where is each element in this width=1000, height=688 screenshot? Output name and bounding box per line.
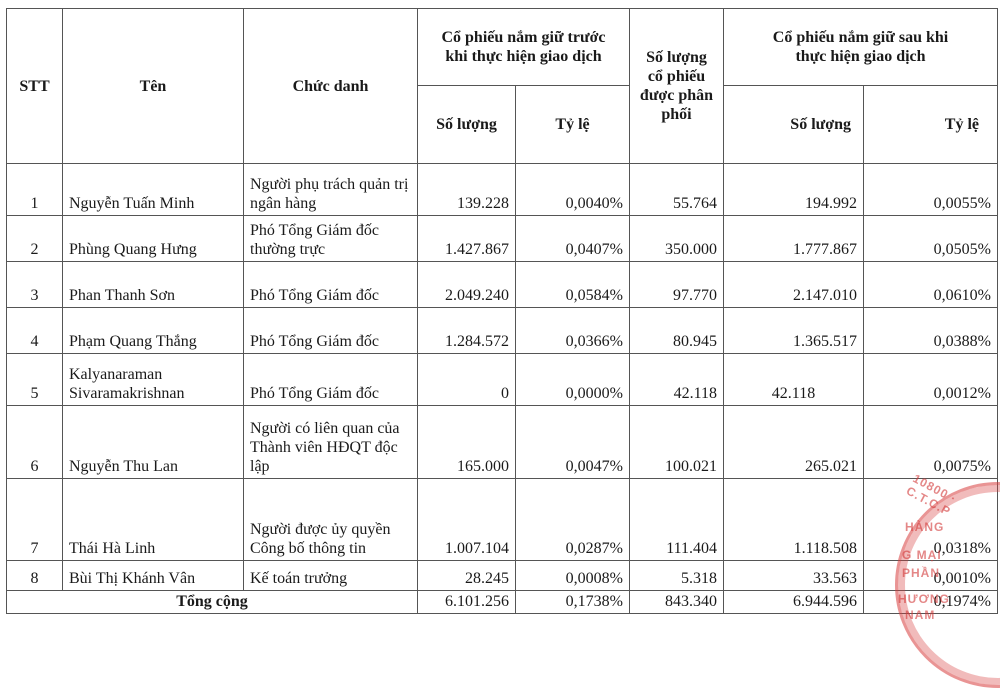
cell-stt: 5	[7, 354, 63, 406]
cell-distributed: 111.404	[630, 479, 724, 561]
cell-after-quantity: 1.777.867	[724, 216, 864, 262]
cell-after-ratio: 0,0010%	[864, 561, 998, 591]
cell-before-quantity: 1.007.104	[418, 479, 516, 561]
cell-after-ratio: 0,0610%	[864, 262, 998, 308]
cell-before-quantity: 1.284.572	[418, 308, 516, 354]
header-after-ratio: Tỷ lệ	[864, 86, 998, 164]
cell-title: Người được ủy quyền Công bố thông tin	[244, 479, 418, 561]
cell-after-ratio: 0,0388%	[864, 308, 998, 354]
cell-before-ratio: 0,0008%	[516, 561, 630, 591]
cell-after-ratio: 0,0012%	[864, 354, 998, 406]
cell-name: Phùng Quang Hưng	[63, 216, 244, 262]
stamp-text-line: HƯƠNG	[898, 592, 950, 606]
stamp-text-line: NAM	[905, 608, 936, 622]
cell-distributed: 97.770	[630, 262, 724, 308]
header-after-group: Cổ phiếu nắm giữ sau khi thực hiện giao dịch	[724, 9, 998, 86]
table-row	[7, 354, 998, 406]
cell-distributed: 100.021	[630, 406, 724, 479]
table-row	[7, 561, 998, 591]
cell-after-ratio: 0,0505%	[864, 216, 998, 262]
table-row	[7, 406, 998, 479]
cell-before-quantity: 139.228	[418, 164, 516, 216]
cell-distributed: 350.000	[630, 216, 724, 262]
cell-stt: 3	[7, 262, 63, 308]
cell-title: Người phụ trách quản trị ngân hàng	[244, 164, 418, 216]
cell-title: Kế toán trưởng	[244, 561, 418, 591]
cell-before-ratio: 0,0287%	[516, 479, 630, 561]
cell-stt: 4	[7, 308, 63, 354]
cell-title: Phó Tổng Giám đốc thường trực	[244, 216, 418, 262]
table-row	[7, 308, 998, 354]
cell-name: Phạm Quang Thắng	[63, 308, 244, 354]
cell-after-quantity: 1.118.508	[724, 479, 864, 561]
cell-name: Thái Hà Linh	[63, 479, 244, 561]
cell-after-quantity: 42.118	[724, 354, 864, 406]
stamp-text-line: HÀNG	[905, 520, 945, 534]
cell-before-quantity: 28.245	[418, 561, 516, 591]
cell-before-ratio: 0,0407%	[516, 216, 630, 262]
stamp-text-line: PHẦN	[902, 566, 941, 580]
header-before-quantity: Số lượng	[418, 86, 516, 164]
total-after-ratio: 0,1974%	[864, 591, 998, 614]
cell-name: Phan Thanh Sơn	[63, 262, 244, 308]
cell-after-quantity: 1.365.517	[724, 308, 864, 354]
cell-stt: 2	[7, 216, 63, 262]
cell-title: Người có liên quan của Thành viên HĐQT độc lập	[244, 406, 418, 479]
cell-before-ratio: 0,0000%	[516, 354, 630, 406]
cell-after-ratio: 0,0055%	[864, 164, 998, 216]
table-row	[7, 216, 998, 262]
total-before-ratio: 0,1738%	[516, 591, 630, 614]
cell-name: Bùi Thị Khánh Vân	[63, 561, 244, 591]
cell-title: Phó Tổng Giám đốc	[244, 354, 418, 406]
cell-before-quantity: 2.049.240	[418, 262, 516, 308]
cell-before-quantity: 0	[418, 354, 516, 406]
insider-shareholding-table	[6, 8, 998, 614]
cell-distributed: 5.318	[630, 561, 724, 591]
cell-distributed: 55.764	[630, 164, 724, 216]
cell-title: Phó Tổng Giám đốc	[244, 262, 418, 308]
cell-distributed: 80.945	[630, 308, 724, 354]
cell-name: Nguyễn Tuấn Minh	[63, 164, 244, 216]
header-before-ratio: Tỷ lệ	[516, 86, 630, 164]
cell-after-quantity: 2.147.010	[724, 262, 864, 308]
table-row	[7, 479, 998, 561]
cell-before-ratio: 0,0366%	[516, 308, 630, 354]
header-stt: STT	[7, 9, 63, 164]
cell-stt: 6	[7, 406, 63, 479]
total-before-quantity: 6.101.256	[418, 591, 516, 614]
total-after-quantity: 6.944.596	[724, 591, 864, 614]
cell-title: Phó Tổng Giám đốc	[244, 308, 418, 354]
header-after-quantity: Số lượng	[724, 86, 864, 164]
header-name: Tên	[63, 9, 244, 164]
cell-before-quantity: 1.427.867	[418, 216, 516, 262]
cell-stt: 8	[7, 561, 63, 591]
cell-before-ratio: 0,0040%	[516, 164, 630, 216]
total-label: Tổng cộng	[7, 591, 418, 614]
header-title: Chức danh	[244, 9, 418, 164]
cell-after-ratio: 0,0075%	[864, 406, 998, 479]
cell-stt: 7	[7, 479, 63, 561]
table-row	[7, 262, 998, 308]
cell-after-quantity: 265.021	[724, 406, 864, 479]
stamp-text-line: G MẠI	[902, 548, 942, 562]
cell-before-ratio: 0,0584%	[516, 262, 630, 308]
header-before-group: Cổ phiếu nắm giữ trước khi thực hiện giao dịch	[418, 9, 630, 86]
cell-after-quantity: 33.563	[724, 561, 864, 591]
total-distributed: 843.340	[630, 591, 724, 614]
cell-distributed: 42.118	[630, 354, 724, 406]
cell-after-ratio: 0,0318%	[864, 479, 998, 561]
total-row	[7, 591, 998, 614]
cell-after-quantity: 194.992	[724, 164, 864, 216]
cell-stt: 1	[7, 164, 63, 216]
cell-name: Kalyanaraman Sivaramakrishnan	[63, 354, 244, 406]
stamp-text-line: 10800 · C.T.C.P	[903, 471, 960, 519]
cell-before-ratio: 0,0047%	[516, 406, 630, 479]
header-distributed: Số lượng cổ phiếu được phân phối	[630, 9, 724, 164]
cell-before-quantity: 165.000	[418, 406, 516, 479]
cell-name: Nguyễn Thu Lan	[63, 406, 244, 479]
table-row	[7, 164, 998, 216]
